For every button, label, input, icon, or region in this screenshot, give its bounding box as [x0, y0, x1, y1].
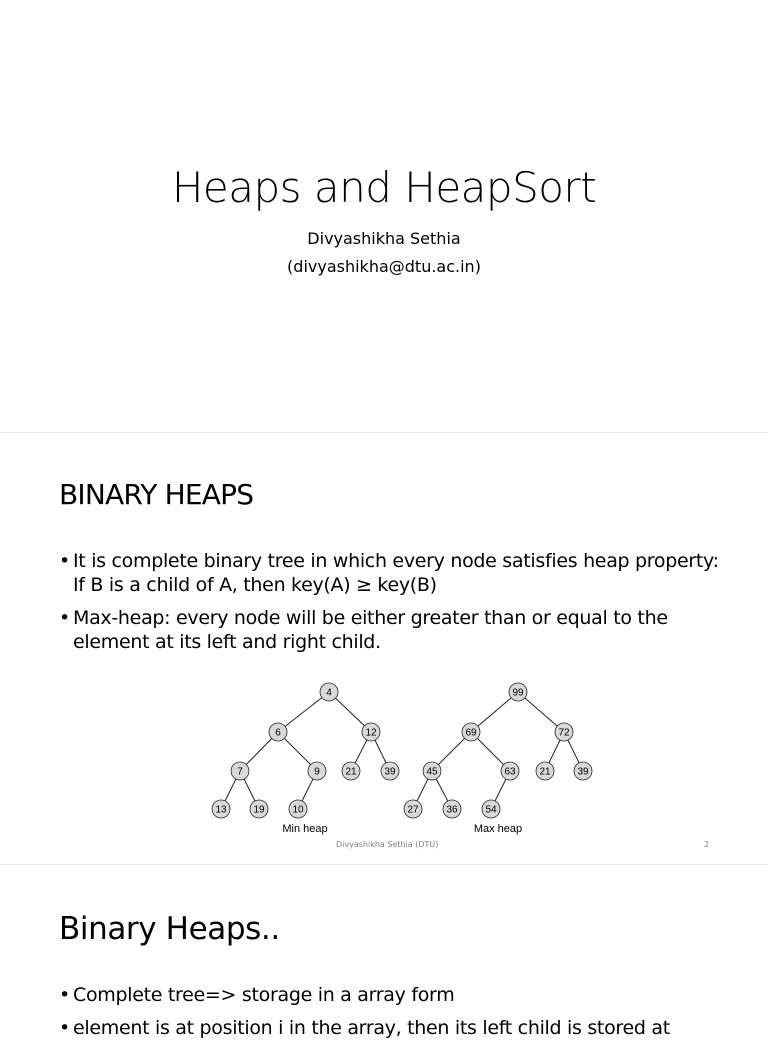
max-heap-node-label: 63 — [504, 766, 516, 778]
bullet-list — [59, 549, 729, 663]
bullet-line: • Complete tree=> storage in a array form — [73, 984, 455, 1006]
min-heap-tree — [212, 683, 399, 818]
title-slide — [0, 0, 768, 432]
bullet-line: If B is a child of A, then key(A) ≥ key(B) — [73, 574, 437, 596]
heap-trees-figure — [200, 675, 600, 840]
min-heap-node-label: 6 — [275, 727, 281, 739]
min-heap-node-label: 7 — [237, 766, 243, 778]
bullet-item — [59, 983, 729, 1007]
min-heap-node-label: 4 — [326, 687, 332, 699]
max-heap-caption: Max heap — [473, 823, 523, 835]
max-heap-node-label: 99 — [512, 687, 524, 699]
max-heap-node-label: 36 — [446, 804, 458, 816]
binary-heaps-continued-slide — [0, 864, 768, 1039]
slide-footer: Divyashikha Sethia (DTU) — [336, 840, 439, 849]
bullet-item — [59, 1016, 729, 1040]
author-name: Divyashikha Sethia — [307, 229, 461, 248]
bullet-item — [59, 549, 729, 597]
bullet-line: • Max-heap: every node will be either greater than or equal to the — [73, 607, 668, 629]
max-heap-node-label: 45 — [426, 766, 438, 778]
max-heap-node-label: 27 — [407, 804, 419, 816]
binary-heaps-slide — [0, 432, 768, 865]
presentation-title: Heaps and HeapSort — [171, 163, 597, 212]
min-heap-node-label: 21 — [345, 766, 357, 778]
min-heap-edge — [278, 692, 329, 732]
min-heap-node-label: 19 — [253, 804, 265, 816]
max-heap-node-label: 21 — [539, 766, 551, 778]
max-heap-tree — [404, 683, 592, 818]
min-heap-node-label: 39 — [384, 766, 396, 778]
slide-heading: Binary Heaps.. — [59, 911, 280, 947]
bullet-list — [59, 983, 729, 1049]
max-heap-node-label: 54 — [485, 804, 497, 816]
slide-heading: BINARY HEAPS — [59, 478, 254, 511]
bullet-line: • It is complete binary tree in which every node satisfies heap property: — [73, 550, 719, 572]
min-heap-node-label: 13 — [215, 804, 227, 816]
max-heap-node-label: 39 — [577, 766, 589, 778]
max-heap-node-label: 72 — [558, 727, 570, 739]
min-heap-node-label: 10 — [292, 804, 304, 816]
min-heap-node-label: 9 — [314, 766, 320, 778]
bullet-item — [59, 606, 729, 654]
min-heap-caption: Min heap — [282, 823, 328, 835]
author-email: (divyashikha@dtu.ac.in) — [287, 257, 481, 276]
bullet-line: element at its left and right child. — [73, 631, 381, 653]
bullet-line: • element is at position i in the array, then its left child is stored at — [73, 1017, 670, 1039]
max-heap-node-label: 69 — [465, 727, 477, 739]
page-number: 2 — [704, 840, 710, 849]
min-heap-node-label: 12 — [365, 727, 377, 739]
